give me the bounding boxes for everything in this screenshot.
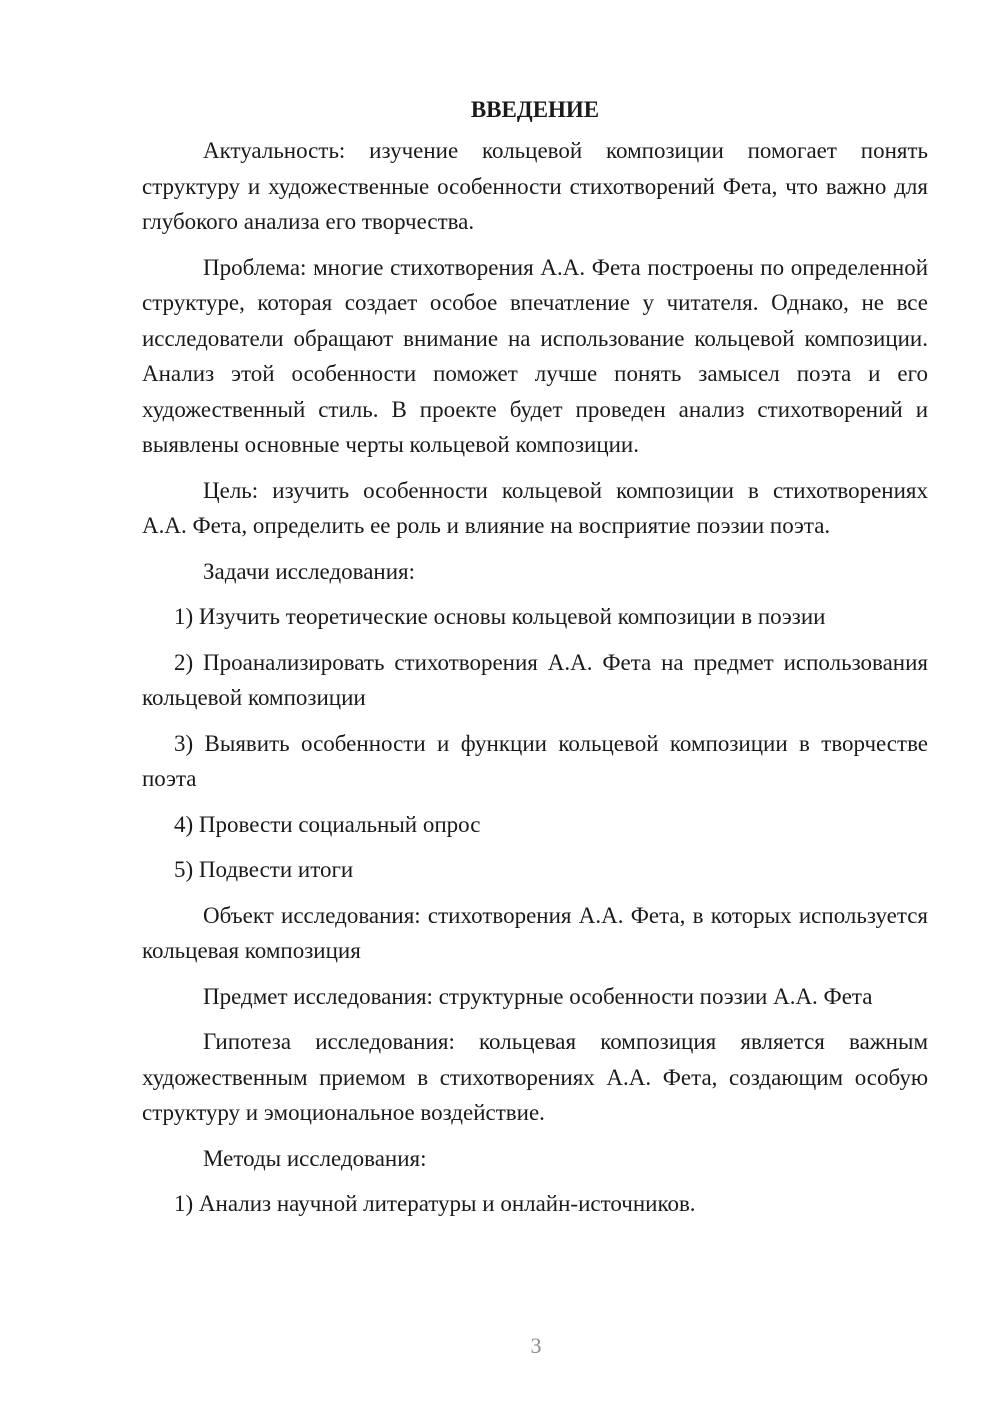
- task-item-3: 3) Выявить особенности и функции кольцевой композиции в творчестве поэта: [142, 730, 928, 791]
- relevance-paragraph: Актуальность: изучение кольцевой композиции помогает понять структуру и художественные особенности стихотворений Фета, что важно для глубокого анализа его творчества.: [142, 138, 928, 234]
- goal-paragraph: Цель: изучить особенности кольцевой композиции в стихотворениях А.А. Фета, определить ее роль и влияние на восприятие поэзии поэта.: [142, 477, 928, 538]
- page-number: 3: [530, 1333, 542, 1358]
- subject-paragraph: Предмет исследования: структурные особенности поэзии А.А. Фета: [203, 983, 873, 1009]
- section-heading: ВВЕДЕНИЕ: [470, 97, 600, 122]
- tasks-heading: Задачи исследования:: [203, 558, 416, 584]
- task-item-1: 1) Изучить теоретические основы кольцевой композиции в поэзии: [174, 604, 826, 629]
- problem-paragraph: Проблема: многие стихотворения А.А. Фета построены по определенной структуре, которая создает особое впечатление у читателя. Однако, не все исследователи обращают внимание на использование кольцевой композиции. Анализ этой особенности поможет лучше понять замысел поэта и его художественный стиль. В проекте будет проведен анализ стихотворений и выявлены основные черты кольцевой композиции.: [142, 254, 928, 457]
- methods-heading: Методы исследования:: [203, 1145, 427, 1171]
- task-item-4: 4) Провести социальный опрос: [174, 811, 481, 837]
- document-page: [142, 92, 928, 1232]
- method-item-1: 1) Анализ научной литературы и онлайн-источников.: [174, 1191, 696, 1216]
- hypothesis-paragraph: Гипотеза исследования: кольцевая композиция является важным художественным приемом в стихотворениях А.А. Фета, создающим особую структуру и эмоциональное воздействие.: [142, 1029, 928, 1125]
- object-paragraph: Объект исследования: стихотворения А.А. Фета, в которых используется кольцевая композиция: [142, 902, 928, 963]
- task-item-2: 2) Проанализировать стихотворения А.А. Фета на предмет использования кольцевой композиции: [142, 649, 928, 710]
- task-item-5: 5) Подвести итоги: [174, 857, 354, 882]
